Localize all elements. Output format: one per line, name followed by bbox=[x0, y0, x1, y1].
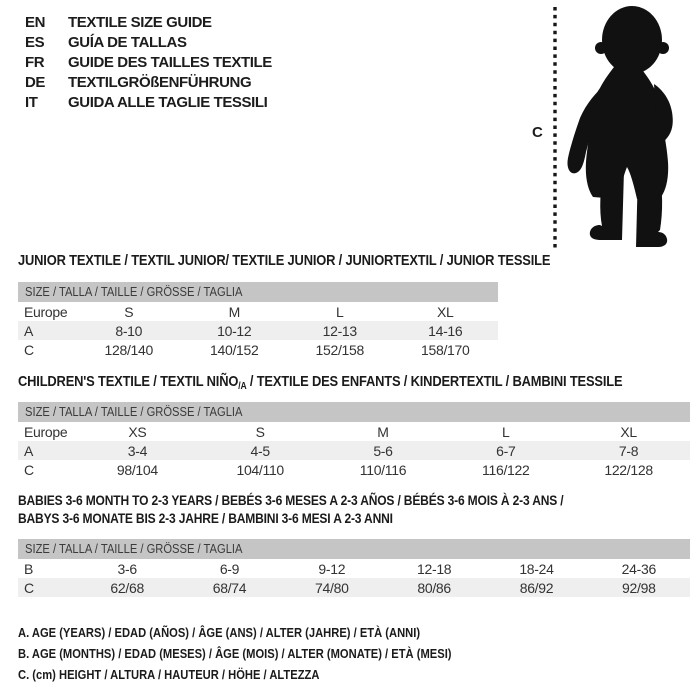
title-suffix: / TEXTILE DES ENFANTS / KINDERTEXTIL / BAMBINI TESSILE bbox=[246, 373, 623, 390]
table-cell: 104/110 bbox=[236, 461, 284, 478]
row-label: A bbox=[24, 322, 34, 339]
language-row-fr bbox=[25, 53, 272, 73]
size-header-label: SIZE / TALLA / TAILLE / GRÖSSE / TAGLIA bbox=[25, 541, 243, 556]
junior-table-title bbox=[18, 252, 637, 269]
table-cell: 128/140 bbox=[104, 341, 153, 358]
children-table-grid bbox=[18, 422, 690, 479]
footnote-c bbox=[18, 664, 522, 685]
table-cell: 14-16 bbox=[428, 322, 463, 339]
guide-title-fr: GUIDE DES TAILLES TEXTILE bbox=[68, 54, 272, 71]
language-list bbox=[25, 13, 272, 113]
table-cell: S bbox=[124, 303, 134, 320]
table-cell: 3-6 bbox=[117, 560, 137, 577]
table-cell: 62/68 bbox=[110, 579, 144, 596]
table-cell: 9-12 bbox=[318, 560, 346, 577]
table-cell: L bbox=[502, 423, 510, 440]
table-cell: 74/80 bbox=[315, 579, 349, 596]
table-cell: 6-7 bbox=[496, 442, 516, 459]
table-row bbox=[18, 460, 690, 479]
footnote-a-text: A. AGE (YEARS) / EDAD (AÑOS) / ÂGE (ANS) / ALTER (JAHRE) / ETÀ (ANNI) bbox=[18, 625, 421, 640]
language-code: ES bbox=[25, 34, 45, 51]
language-row-en bbox=[25, 13, 272, 33]
table-cell: 98/104 bbox=[116, 461, 158, 478]
babies-table-title bbox=[18, 491, 652, 527]
table-cell: 158/170 bbox=[420, 341, 470, 358]
table-row bbox=[18, 321, 498, 340]
babies-table-grid bbox=[18, 559, 690, 597]
size-header-label: SIZE / TALLA / TAILLE / GRÖSSE / TAGLIA bbox=[25, 284, 243, 299]
table-cell: M bbox=[228, 303, 240, 320]
babies-title-line1: BABIES 3-6 MONTH TO 2-3 YEARS / BEBÉS 3-6 MESES A 2-3 AÑOS / BÉBÉS 3-6 MOIS À 2-3 ANS / bbox=[18, 492, 564, 508]
table-cell: 6-9 bbox=[219, 560, 240, 577]
babies-title-line2: BABYS 3-6 MONATE BIS 2-3 JAHRE / BAMBINI 3-6 MESI A 2-3 ANNI bbox=[18, 510, 393, 526]
junior-table-grid bbox=[18, 302, 498, 359]
table-cell: XL bbox=[436, 303, 454, 320]
language-code: DE bbox=[25, 74, 46, 91]
size-header-label: SIZE / TALLA / TAILLE / GRÖSSE / TAGLIA bbox=[25, 404, 243, 419]
babies-size-table bbox=[18, 539, 690, 597]
footnotes bbox=[18, 622, 522, 685]
table-cell: 24-36 bbox=[621, 560, 656, 577]
table-cell: 92/98 bbox=[622, 579, 656, 596]
table-cell: 4-5 bbox=[250, 442, 270, 459]
children-size-table bbox=[18, 402, 690, 479]
table-cell: 110/116 bbox=[359, 461, 407, 478]
language-code: IT bbox=[25, 94, 38, 111]
height-measure-label: C bbox=[532, 124, 543, 141]
guide-title-it: GUIDA ALLE TAGLIE TESSILI bbox=[68, 94, 268, 111]
footnote-c-text: C. (cm) HEIGHT / ALTURA / HAUTEUR / HÖHE / ALTEZZA bbox=[18, 667, 320, 682]
table-cell: L bbox=[336, 303, 344, 320]
toddler-silhouette bbox=[567, 6, 672, 247]
table-row bbox=[18, 441, 690, 460]
table-cell: S bbox=[255, 423, 265, 440]
table-cell: 8-10 bbox=[115, 322, 143, 339]
table-row bbox=[18, 340, 498, 359]
table-row bbox=[18, 578, 690, 597]
junior-size-table bbox=[18, 282, 498, 359]
table-cell: 68/74 bbox=[212, 579, 247, 596]
row-label: Europe bbox=[24, 423, 68, 440]
table-row bbox=[18, 559, 690, 578]
table-row bbox=[18, 422, 690, 441]
table-cell: 152/158 bbox=[315, 341, 364, 358]
title-prefix: CHILDREN'S TEXTILE / TEXTIL NIÑO bbox=[18, 373, 239, 390]
table-cell: 140/152 bbox=[209, 341, 259, 358]
table-cell: 5-6 bbox=[373, 442, 393, 459]
footnote-a bbox=[18, 622, 522, 643]
size-header-bar bbox=[18, 282, 498, 302]
language-row-es bbox=[25, 33, 272, 53]
toddler-silhouette-icon bbox=[528, 0, 700, 252]
title-subscript: /A bbox=[238, 381, 247, 392]
language-code: EN bbox=[25, 14, 46, 31]
table-cell: 3-4 bbox=[127, 442, 148, 459]
table-row bbox=[18, 302, 498, 321]
table-cell: 10-12 bbox=[217, 322, 252, 339]
table-cell: 116/122 bbox=[482, 461, 530, 478]
footnote-b-text: B. AGE (MONTHS) / EDAD (MESES) / ÂGE (MOIS) / ALTER (MONATE) / ETÀ (MESI) bbox=[18, 646, 452, 661]
table-cell: 122/128 bbox=[604, 461, 653, 478]
table-cell: M bbox=[377, 423, 389, 440]
junior-table-title-text: JUNIOR TEXTILE / TEXTIL JUNIOR/ TEXTILE JUNIOR / JUNIORTEXTIL / JUNIOR TESSILE bbox=[18, 252, 551, 269]
size-header-bar bbox=[18, 402, 690, 422]
guide-title-en: TEXTILE SIZE GUIDE bbox=[68, 14, 212, 31]
children-table-title-text bbox=[18, 373, 622, 392]
table-cell: 12-18 bbox=[416, 560, 452, 577]
footnote-b bbox=[18, 643, 522, 664]
row-label: C bbox=[24, 579, 34, 596]
guide-title-es: GUÍA DE TALLAS bbox=[68, 34, 187, 51]
row-label: Europe bbox=[24, 303, 68, 320]
guide-title-de: TEXTILGRÖßENFÜHRUNG bbox=[68, 74, 252, 91]
children-table-title bbox=[18, 373, 700, 392]
row-label: B bbox=[24, 560, 34, 577]
row-label: C bbox=[24, 341, 34, 358]
table-cell: 7-8 bbox=[618, 442, 639, 459]
row-label: C bbox=[24, 461, 34, 478]
table-cell: 80/86 bbox=[417, 579, 451, 596]
language-code: FR bbox=[25, 54, 45, 71]
language-row-it bbox=[25, 93, 272, 113]
table-cell: 18-24 bbox=[519, 560, 554, 577]
table-cell: 86/92 bbox=[519, 579, 554, 596]
language-row-de bbox=[25, 73, 272, 93]
table-cell: 12-13 bbox=[322, 322, 357, 339]
row-label: A bbox=[24, 442, 34, 459]
table-cell: XL bbox=[620, 423, 637, 440]
table-cell: XS bbox=[128, 423, 147, 440]
size-header-bar bbox=[18, 539, 690, 559]
